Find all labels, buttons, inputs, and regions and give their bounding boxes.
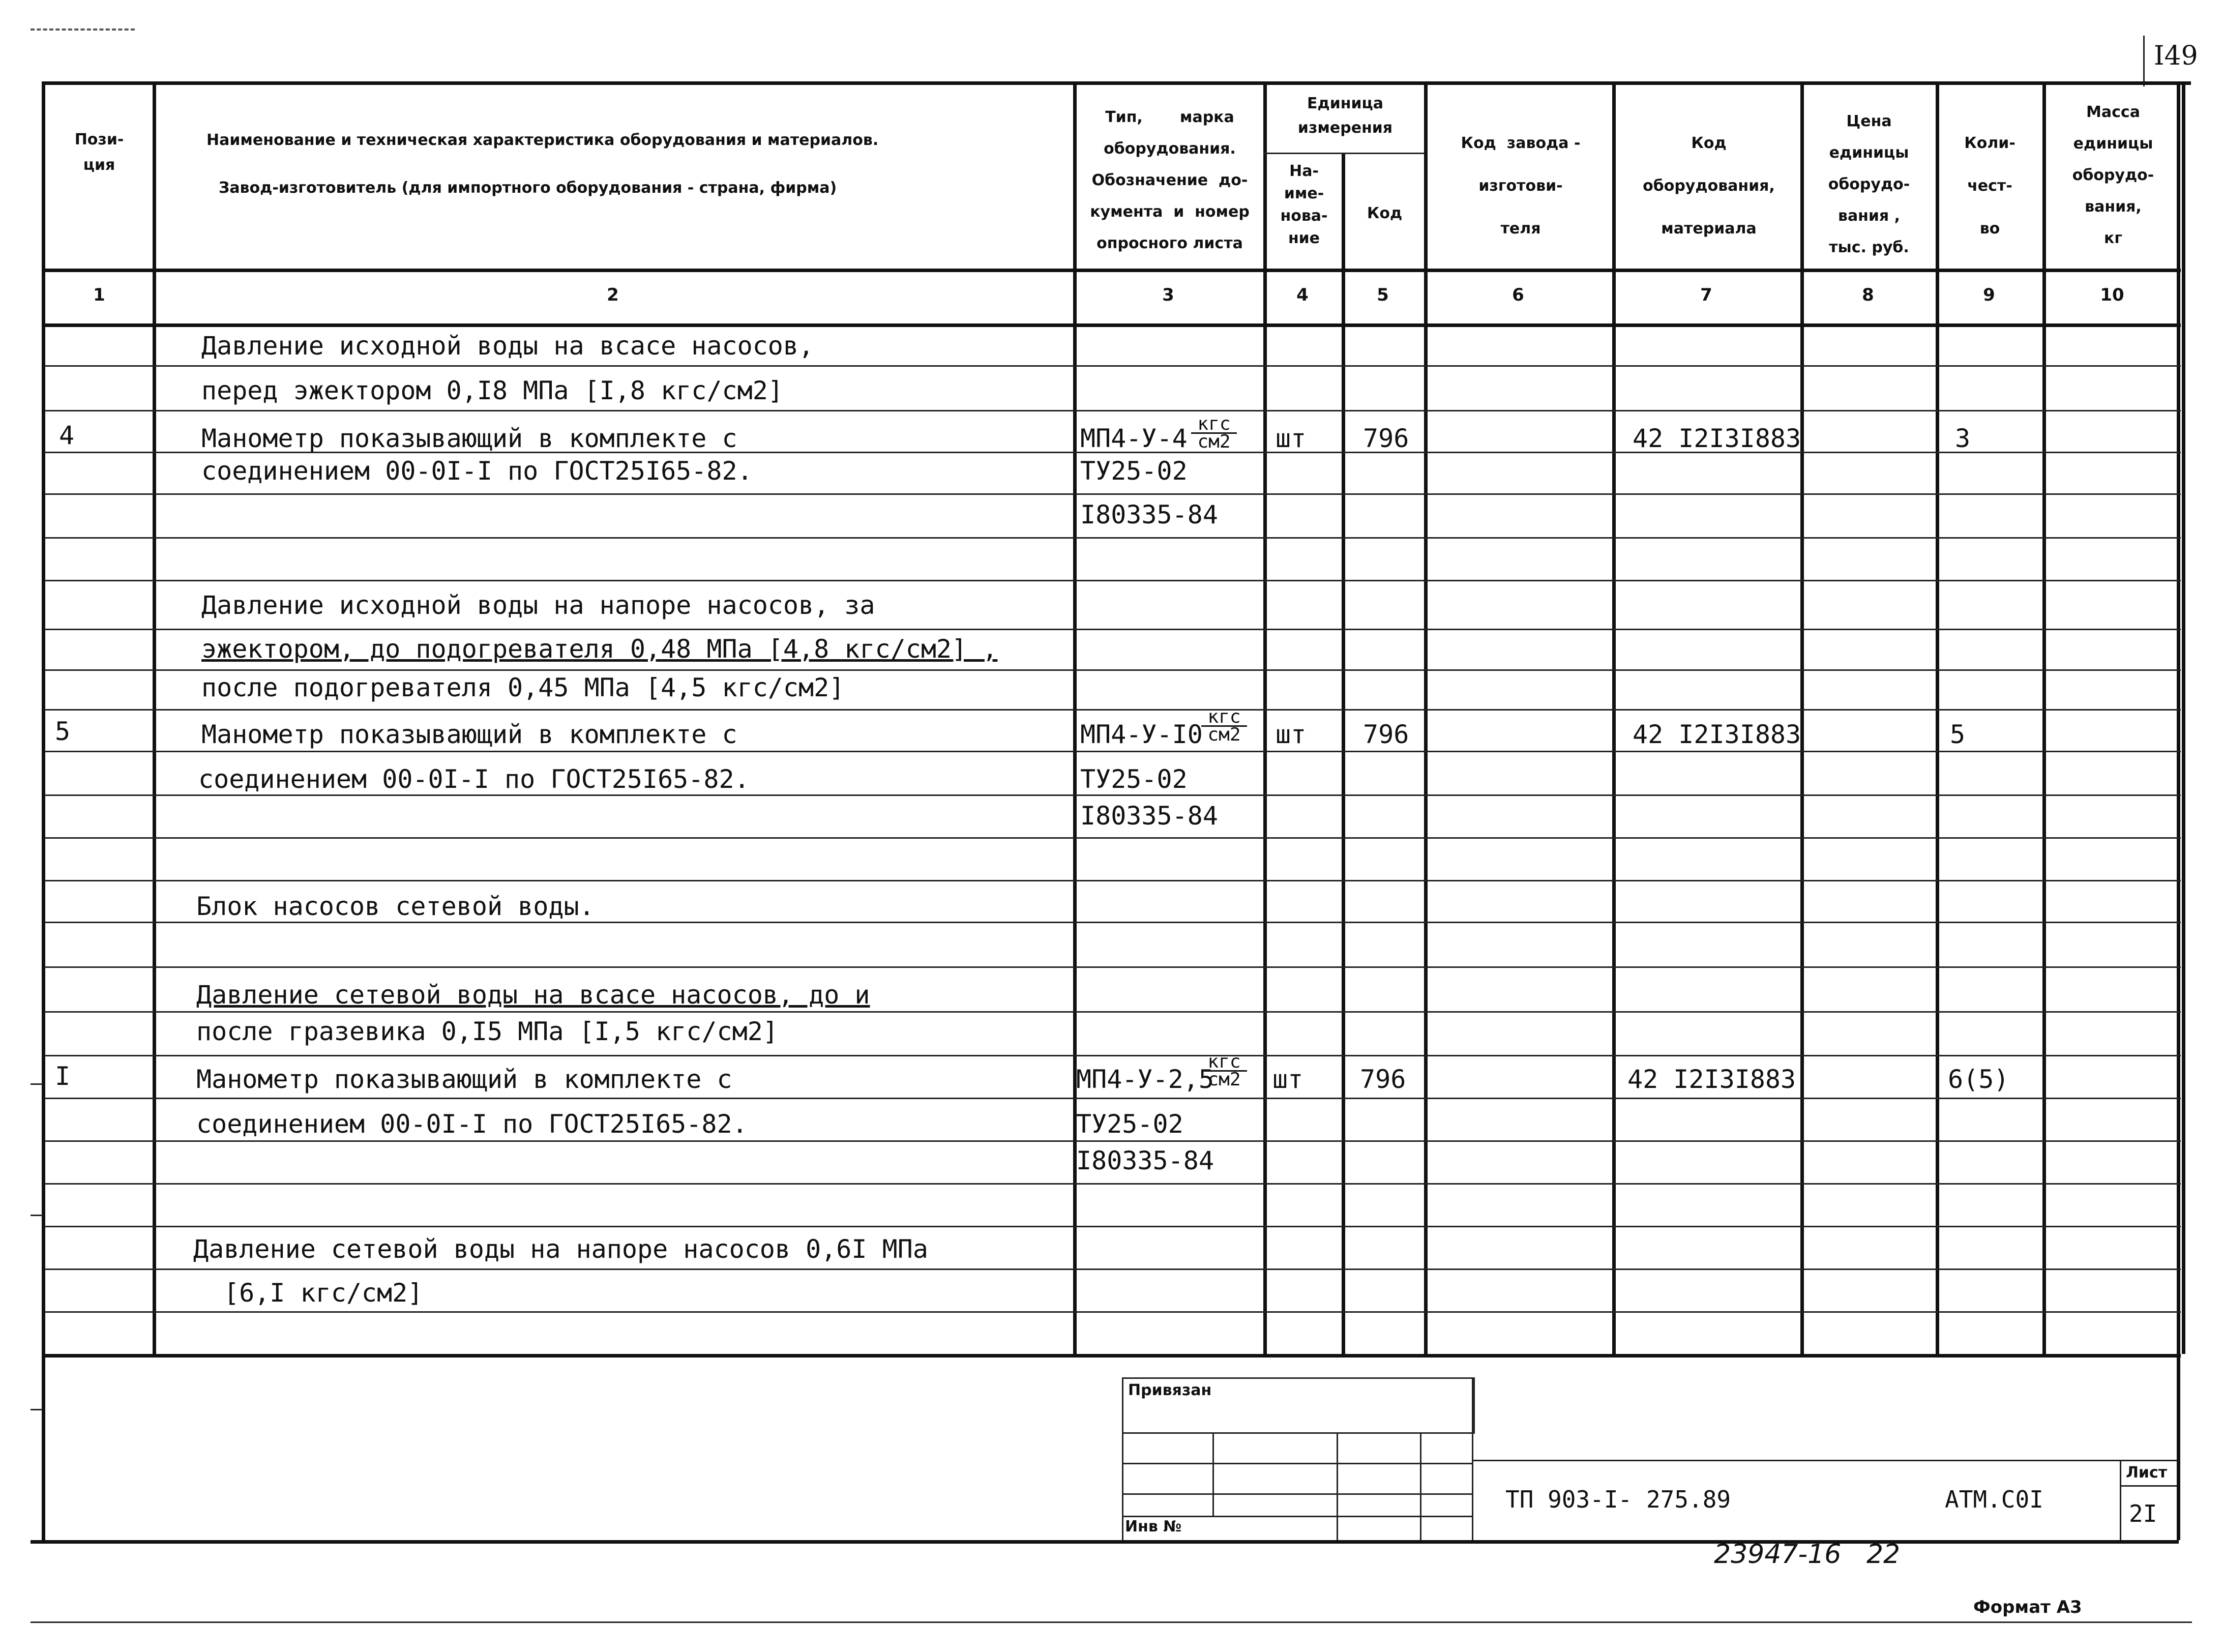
stamp-list-label: Лист — [2126, 1464, 2168, 1482]
row-text: перед эжектором 0,I8 МПа [I,8 кгс/см2] — [201, 376, 783, 405]
top-left-dash — [31, 28, 135, 31]
row-line — [45, 629, 2181, 630]
row-position: 4 — [59, 421, 75, 450]
sheet-number-top: I49 — [2154, 41, 2198, 71]
colnum-5: 5 — [1377, 285, 1389, 305]
row-text: после гразевика 0,I5 МПа [I,5 кгс/см2] — [196, 1017, 778, 1046]
row-equip-code: 42 I2I3I883 — [1627, 1065, 1796, 1094]
row-type-fraction: кгс см2 — [1191, 416, 1237, 450]
row-unit-code: 796 — [1360, 1065, 1406, 1094]
col-line-8 — [1936, 81, 1939, 1354]
row-text: Блок насосов сетевой воды. — [196, 892, 595, 921]
stamp-title-top — [1472, 1460, 2177, 1461]
row-unit: шт — [1272, 1065, 1303, 1094]
col-line-3 — [1263, 81, 1267, 1354]
row-text: Манометр показывающий в комплекте с — [201, 424, 737, 453]
edge-tick — [31, 1215, 43, 1216]
row-text: эжектором, до подогревателя 0,48 МПа [4,8 кгс/см2] , — [201, 634, 998, 664]
colnum-4: 4 — [1296, 285, 1309, 305]
row-line — [45, 837, 2181, 839]
handwritten-number: 23947-16 22 — [1714, 1539, 1901, 1570]
row-type: МП4-У-2,5 — [1076, 1065, 1214, 1094]
colnum-6: 6 — [1512, 285, 1524, 305]
stamp-vline — [1420, 1432, 1421, 1540]
row-line — [45, 493, 2181, 495]
colnum-1: 1 — [93, 285, 105, 305]
bottom-rule — [31, 1621, 2192, 1623]
edge-tick — [31, 1409, 43, 1410]
row-qty: 3 — [1955, 424, 1971, 453]
stamp-vline — [1472, 1377, 1473, 1540]
row-type: I80335-84 — [1076, 1146, 1214, 1175]
row-line — [45, 1226, 2181, 1227]
row-unit-code: 796 — [1363, 424, 1409, 453]
header-bottom — [45, 269, 2181, 272]
header-unit-code: Код — [1367, 204, 1403, 222]
header-unit: Единица измерения — [1297, 95, 1393, 137]
row-line — [45, 751, 2181, 752]
row-type: МП4-У-4 — [1080, 424, 1188, 453]
header-factory-code: Код завода - изготови- теля — [1461, 134, 1581, 238]
row-type: ТУ25-02 — [1080, 456, 1188, 486]
row-unit-code: 796 — [1363, 720, 1409, 749]
row-position: 5 — [55, 717, 71, 746]
row-text: Давление сетевой воды на напоре насосов 0,6I МПа — [193, 1234, 928, 1264]
row-text: Манометр показывающий в комплекте с — [196, 1065, 732, 1094]
row-type-fraction: кгс см2 — [1201, 1054, 1247, 1088]
row-line — [45, 580, 2181, 581]
row-text: соединением 00-0I-I по ГОСТ25I65-82. — [201, 456, 753, 486]
row-text: соединением 00-0I-I по ГОСТ25I65-82. — [198, 764, 750, 794]
row-qty: 5 — [1950, 720, 1966, 749]
row-type: ТУ25-02 — [1080, 764, 1188, 794]
row-line — [45, 1098, 2181, 1099]
header-price: Цена единицы оборудо- вания , тыс. руб. — [1828, 112, 1910, 256]
header-type: Тип, марка оборудования. Обозначение до- кумента и номер опросного листа — [1090, 108, 1250, 252]
header-position: Пози- ция — [74, 131, 124, 174]
header-unit-name: На- име- нова- ние — [1280, 162, 1328, 247]
frame-top — [45, 81, 2191, 85]
table-bottom — [45, 1354, 2181, 1358]
row-line — [45, 880, 2181, 881]
row-text: [6,I кгс/см2] — [224, 1278, 423, 1308]
row-type: I80335-84 — [1080, 801, 1218, 831]
col-line-6 — [1612, 81, 1616, 1354]
header-mass: Масса единицы оборудо- вания, кг — [2072, 103, 2154, 247]
row-line — [45, 966, 2181, 968]
row-text: Давление исходной воды на всасе насосов, — [201, 331, 814, 361]
row-equip-code: 42 I2I3I883 — [1633, 720, 1801, 749]
row-text: Давление сетевой воды на всасе насосов, до и — [196, 980, 870, 1010]
colnum-7: 7 — [1700, 285, 1712, 305]
col-line-9 — [2042, 81, 2046, 1354]
stamp-vline — [1212, 1432, 1214, 1516]
row-line — [45, 1311, 2181, 1313]
row-unit: шт — [1276, 720, 1307, 749]
row-unit: шт — [1276, 424, 1307, 453]
stamp-doc-code: ТП 903-I- 275.89 — [1505, 1486, 1731, 1513]
row-text: соединением 00-0I-I по ГОСТ25I65-82. — [196, 1109, 748, 1139]
col-line-5 — [1424, 81, 1428, 1354]
sheet-number-divider — [2143, 36, 2145, 86]
colnum-2: 2 — [607, 285, 619, 305]
stamp-vline — [1337, 1432, 1338, 1540]
row-text: после подогревателя 0,45 МПа [4,5 кгс/см2] — [201, 673, 845, 702]
row-line — [45, 709, 2181, 711]
colnum-bottom — [45, 323, 2181, 327]
row-line — [45, 794, 2181, 796]
stamp-list-line — [2120, 1485, 2177, 1487]
col-line-7 — [1800, 81, 1804, 1354]
row-line — [45, 1183, 2181, 1185]
row-line — [45, 365, 2181, 367]
stamp-list-divider — [2120, 1460, 2121, 1540]
header-equip-code: Код оборудования, материала — [1643, 134, 1775, 238]
frame-left — [42, 81, 45, 1540]
edge-tick — [31, 1083, 43, 1085]
row-line — [45, 669, 2181, 671]
colnum-10: 10 — [2100, 285, 2124, 305]
colnum-9: 9 — [1983, 285, 1995, 305]
col-line-4 — [1342, 153, 1345, 1354]
row-text: Давление исходной воды на напоре насосов, за — [201, 591, 875, 620]
row-equip-code: 42 I2I3I883 — [1633, 424, 1801, 453]
row-qty: 6(5) — [1948, 1065, 2009, 1094]
stamp-privyazan-label: Привязан — [1128, 1381, 1212, 1399]
row-position: I — [55, 1061, 71, 1091]
row-line — [45, 1055, 2181, 1056]
header-name-line2: Завод-изготовитель (для импортного оборудования - страна, фирма) — [219, 179, 837, 197]
format-label: Формат А3 — [1973, 1597, 2082, 1617]
row-line — [45, 1011, 2181, 1013]
col-line-10 — [2182, 81, 2185, 1354]
colnum-8: 8 — [1862, 285, 1874, 305]
row-line — [45, 537, 2181, 539]
row-type: ТУ25-02 — [1076, 1109, 1183, 1139]
row-text: Манометр показывающий в комплекте с — [201, 720, 737, 749]
stamp-inv-label: Инв № — [1125, 1518, 1182, 1536]
row-line — [45, 922, 2181, 923]
stamp-mark: АТМ.С0I — [1945, 1486, 2043, 1513]
row-type: I80335-84 — [1080, 500, 1218, 529]
stamp-list-no: 2I — [2129, 1500, 2157, 1527]
row-line — [45, 1140, 2181, 1142]
row-line — [45, 1268, 2181, 1270]
row-type-fraction: кгс см2 — [1201, 709, 1247, 743]
stamp-vline — [1122, 1432, 1123, 1540]
col-line-1 — [153, 81, 156, 1354]
row-line — [45, 410, 2181, 411]
header-qty: Коли- чест- во — [1964, 134, 2015, 238]
colnum-3: 3 — [1162, 285, 1174, 305]
header-name-line1: Наименование и техническая характеристика оборудования и материалов. — [206, 131, 879, 149]
row-type: МП4-У-I0 — [1080, 720, 1203, 749]
unit-subheader-line — [1263, 153, 1424, 154]
